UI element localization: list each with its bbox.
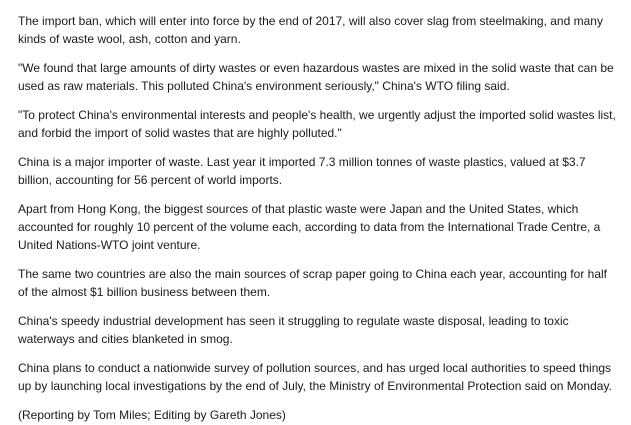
paragraph-protect-quote: "To protect China's environmental interests and people's health, we urgently adjust the imported solid wastes list, and forbid the import of solid wastes that are highly polluted.": [18, 108, 616, 140]
paragraph-scrap-paper: The same two countries are also the main sources of scrap paper going to China each year, accounting for half of the almost $1 billion business between them.: [18, 267, 607, 299]
paragraph-byline: (Reporting by Tom Miles; Editing by Gareth Jones): [18, 408, 286, 422]
paragraph-wto-filing-quote: "We found that large amounts of dirty wastes or even hazardous wastes are mixed in the solid waste that can be used as raw materials. This polluted China's environment seriously," China's WTO filing said.: [18, 61, 614, 93]
paragraph-waste-sources: Apart from Hong Kong, the biggest sources of that plastic waste were Japan and the United States, which accounted for roughly 10 percent of the volume each, according to data from the International Trade Centre, a United Nations-WTO joint venture.: [18, 202, 601, 252]
paragraph-import-ban: The import ban, which will enter into force by the end of 2017, will also cover slag from steelmaking, and many kinds of waste wool, ash, cotton and yarn.: [18, 14, 603, 46]
paragraph-import-stats: China is a major importer of waste. Last year it imported 7.3 million tonnes of waste plastics, valued at $3.7 billion, accounting for 56 percent of world imports.: [18, 155, 586, 187]
paragraph-pollution-survey: China plans to conduct a nationwide survey of pollution sources, and has urged local authorities to speed things up by launching local investigations by the end of July, the Ministry of Environmental Protection said on Monday.: [18, 361, 612, 393]
article-body: [18, 12, 618, 424]
paragraph-industrial-development: China's speedy industrial development has seen it struggling to regulate waste disposal, leading to toxic waterways and cities blanketed in smog.: [18, 314, 569, 346]
